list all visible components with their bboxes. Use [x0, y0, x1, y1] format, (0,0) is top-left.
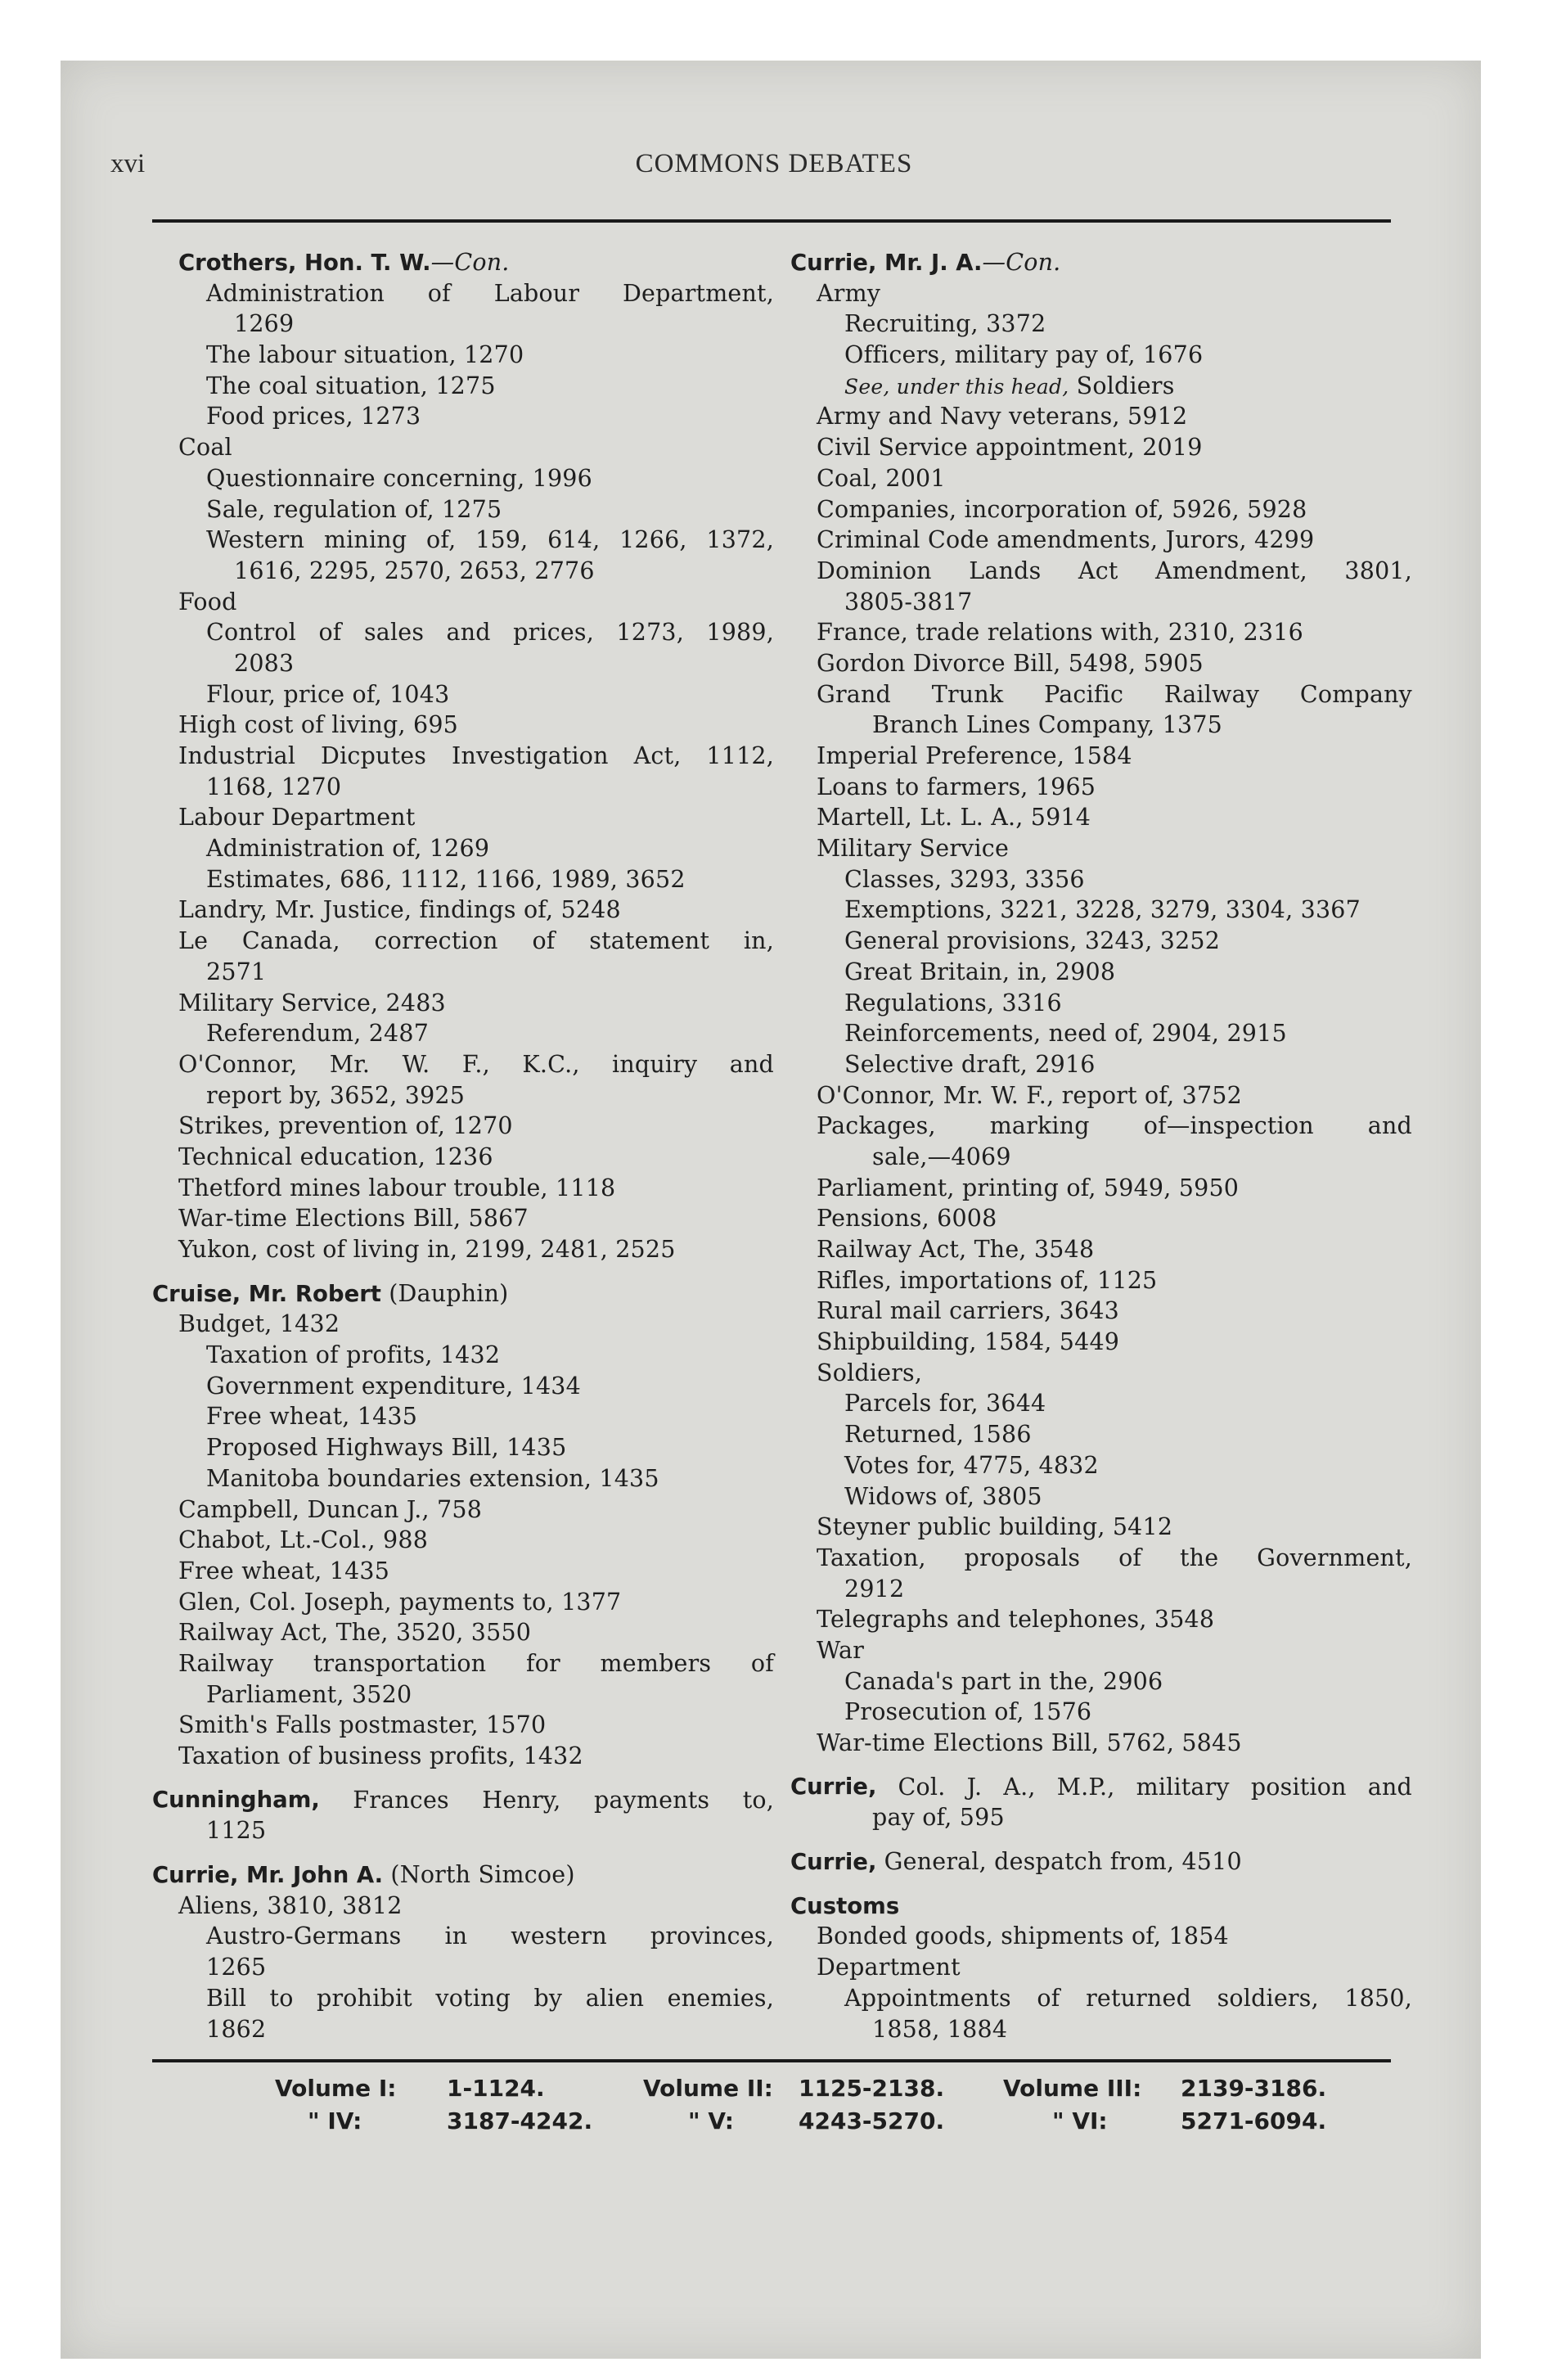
index-entry-word: Taxation,	[817, 1544, 926, 1571]
volume-range: 1-1124.	[447, 2075, 545, 2102]
index-entry: 3805-3817	[844, 588, 973, 615]
index-entry: Food prices, 1273	[206, 403, 421, 430]
index-entry: O'Connor, Mr. W. F., report of, 3752	[817, 1081, 1242, 1109]
cross-reference: See, under this head,	[844, 374, 1069, 399]
index-entry: Sale, regulation of, 1275	[206, 495, 502, 523]
index-entry: Returned, 1586	[844, 1421, 1032, 1449]
header-rule	[152, 219, 1391, 223]
volume-key-row	[152, 2105, 1363, 2138]
index-entry: 2571	[206, 958, 267, 985]
index-entry: Military Service, 2483	[178, 989, 446, 1016]
index-entry-word: W.	[402, 1050, 430, 1078]
index-entry: War	[817, 1636, 865, 1664]
index-entry-word: transportation	[313, 1649, 487, 1677]
index-column-left	[152, 247, 774, 2044]
index-entry: Free wheat, 1435	[206, 1403, 418, 1431]
volume-label: " VI:	[1052, 2107, 1108, 2134]
index-entry: Votes for, 4775, 4832	[844, 1451, 1099, 1479]
volume-range: 5271-6094.	[1181, 2107, 1327, 2134]
index-entry	[152, 1983, 774, 2014]
index-entry-word: of	[318, 619, 342, 647]
index-heading	[152, 1785, 774, 1816]
index-entry-word: of	[750, 1649, 774, 1677]
index-entry: Questionnaire concerning, 1996	[206, 464, 592, 492]
continued-marker: —Con.	[982, 249, 1061, 276]
index-entry-word: Mr.	[329, 1050, 371, 1078]
index-entry-word: alien	[585, 1984, 645, 2012]
index-entry: Department	[817, 1954, 961, 1981]
index-heading-name: Cunningham,	[152, 1786, 320, 1813]
index-entry: Labour Department	[178, 804, 416, 832]
index-heading-word: Col.	[898, 1773, 946, 1801]
index-entry: Yukon, cost of living in, 2199, 2481, 2525	[178, 1236, 676, 1263]
index-heading-word: M.P.,	[1056, 1773, 1115, 1801]
index-entry: 1616, 2295, 2570, 2653, 2776	[234, 557, 595, 584]
index-entry: Free wheat, 1435	[178, 1557, 390, 1584]
index-entry: War-time Elections Bill, 5762, 5845	[817, 1729, 1242, 1756]
index-entry: General provisions, 3243, 3252	[844, 927, 1221, 955]
index-entry	[152, 278, 774, 309]
index-heading-name: Cruise, Mr. Robert	[152, 1280, 381, 1307]
index-entry-word: of	[532, 927, 556, 955]
index-entry-word: Industrial	[178, 742, 296, 769]
index-entry	[790, 371, 1412, 402]
index-entry: sale,—4069	[872, 1143, 1011, 1170]
index-entry: Bonded goods, shipments of, 1854	[817, 1922, 1229, 1950]
index-entry: Coal	[178, 434, 232, 462]
index-entry-word: of	[1118, 1544, 1142, 1571]
index-heading-word: military	[1136, 1773, 1230, 1801]
index-entry: Recruiting, 3372	[844, 310, 1046, 338]
index-entry	[790, 679, 1412, 710]
index-entry-word: of	[427, 279, 451, 307]
index-entry: 2083	[234, 649, 295, 677]
index-entry	[152, 525, 774, 556]
index-heading-name: Currie, Mr. John A.	[152, 1862, 384, 1889]
index-entry-word: Le	[178, 927, 209, 955]
index-entry-word: Dicputes	[321, 742, 427, 769]
index-heading-word: Henry,	[482, 1786, 561, 1814]
index-entry-word: F.,	[461, 1050, 490, 1078]
index-entry: Steyner public building, 5412	[817, 1513, 1173, 1541]
index-heading	[790, 1846, 1412, 1877]
index-entry-word: Packages,	[817, 1112, 936, 1140]
index-heading-word: and	[1367, 1773, 1412, 1801]
index-entry-word: western	[511, 1922, 607, 1950]
index-entry: Canada's part in the, 2906	[844, 1667, 1163, 1695]
index-entry: report by, 3652, 3925	[206, 1081, 466, 1109]
index-entry: Parcels for, 3644	[844, 1390, 1046, 1418]
index-entry: Army	[817, 279, 881, 307]
index-entry: Estimates, 686, 1112, 1166, 1989, 3652	[206, 865, 686, 893]
index-entry-word: Act,	[633, 742, 682, 769]
volume-label: " IV:	[308, 2107, 362, 2134]
index-entry: Reinforcements, need of, 2904, 2915	[844, 1020, 1287, 1048]
index-entry: Flour, price of, 1043	[206, 680, 450, 708]
index-entry: 1265	[206, 1954, 267, 1981]
volume-range: 3187-4242.	[447, 2107, 593, 2134]
index-entry-word: by	[533, 1984, 563, 2012]
index-entry: Government expenditure, 1434	[206, 1372, 581, 1400]
volume-label: Volume II:	[643, 2075, 773, 2102]
index-entry-word: Dominion	[817, 557, 932, 584]
index-entry: Manitoba boundaries extension, 1435	[206, 1464, 659, 1492]
index-heading	[790, 247, 1412, 278]
index-entry-word: Western	[206, 526, 305, 554]
index-entry: 1858, 1884	[872, 2015, 1008, 2043]
continued-marker: —Con.	[430, 249, 510, 276]
index-entry-word: in	[444, 1922, 468, 1950]
index-entry: 1862	[206, 2015, 267, 2043]
index-entry: pay of, 595	[872, 1804, 1005, 1832]
index-entry-word: the	[1180, 1544, 1219, 1571]
index-entry: Widows of, 3805	[844, 1482, 1042, 1510]
index-entry: Civil Service appointment, 2019	[817, 434, 1203, 462]
index-entry: High cost of living, 695	[178, 711, 459, 739]
index-entry: Telegraphs and telephones, 3548	[817, 1606, 1215, 1634]
index-entry-word: Government,	[1257, 1544, 1412, 1571]
index-entry-word: Department,	[622, 279, 774, 307]
index-entry: Classes, 3293, 3356	[844, 865, 1085, 893]
index-heading-detail: (North Simcoe)	[383, 1861, 575, 1889]
index-heading-name: Currie,	[790, 1849, 877, 1876]
index-column-right	[790, 247, 1412, 2044]
index-entry: Food	[178, 588, 237, 615]
index-entry-word: mining	[323, 526, 407, 554]
index-entry: Budget, 1432	[178, 1310, 340, 1338]
index-entry-word: 1850,	[1344, 1984, 1412, 2012]
index-heading	[790, 1891, 1412, 1922]
index-entry-word: Amendment,	[1155, 557, 1307, 584]
index-entry: Pensions, 6008	[817, 1205, 997, 1233]
index-heading-name: Currie,	[790, 1773, 877, 1800]
index-entry: The coal situation, 1275	[206, 372, 496, 399]
index-entry-word: Company	[1299, 680, 1412, 708]
index-entry-word: 1273,	[616, 619, 684, 647]
index-entry-word: provinces,	[650, 1922, 774, 1950]
volume-label: " V:	[688, 2107, 734, 2134]
index-entry-word: enemies,	[667, 1984, 774, 2012]
index-entry-word: K.C.,	[522, 1050, 580, 1078]
index-heading-name: Customs	[790, 1892, 900, 1919]
index-entry	[790, 1543, 1412, 1574]
index-entry-word: Control	[206, 619, 297, 647]
volume-key	[152, 2072, 1363, 2138]
index-entry: Railway Act, The, 3520, 3550	[178, 1619, 532, 1647]
index-entry-word: marking	[989, 1112, 1090, 1140]
index-entry-word: Railway	[178, 1649, 274, 1677]
index-entry-word: 3801,	[1344, 557, 1412, 584]
index-entry: Criminal Code amendments, Jurors, 4299	[817, 526, 1315, 554]
index-entry	[790, 556, 1412, 587]
index-entry-word: Bill	[206, 1984, 247, 2012]
index-entry	[152, 1921, 774, 1952]
index-entry: Rifles, importations of, 1125	[817, 1266, 1158, 1294]
volume-label: Volume III:	[1003, 2075, 1142, 2102]
footer-rule	[152, 2059, 1391, 2062]
index-entry: Technical education, 1236	[178, 1143, 493, 1170]
index-heading-word: payments	[594, 1786, 710, 1814]
index-entry-word: soldiers,	[1217, 1984, 1319, 2012]
index-entry-word: 1112,	[706, 742, 774, 769]
index-entry-word: Austro-Germans	[206, 1922, 402, 1950]
index-entry-word: Lands	[969, 557, 1042, 584]
index-heading-word: Frances	[353, 1786, 449, 1814]
index-entry: Glen, Col. Joseph, payments to, 1377	[178, 1588, 622, 1616]
index-entry-word: O'Connor,	[178, 1050, 298, 1078]
index-heading-name: Crothers, Hon. T. W.	[178, 250, 431, 276]
index-entry-word: Administration	[206, 279, 385, 307]
index-entry	[790, 1983, 1412, 2014]
index-entry-word: Labour	[493, 279, 580, 307]
index-entry: War-time Elections Bill, 5867	[178, 1205, 529, 1233]
index-entry: Officers, military pay of, 1676	[844, 341, 1204, 369]
index-entry: Parliament, 3520	[206, 1680, 412, 1708]
index-heading-detail: (Dauphin)	[380, 1279, 509, 1307]
index-entry: Taxation of business profits, 1432	[178, 1742, 583, 1769]
index-heading-detail: General, despatch from, 4510	[876, 1848, 1242, 1876]
index-entry-word: 614,	[547, 526, 601, 554]
index-entry: France, trade relations with, 2310, 2316	[817, 619, 1303, 647]
index-entry-word: returned	[1086, 1984, 1192, 2012]
volume-range: 1125-2138.	[799, 2075, 945, 2102]
volume-label: Volume I:	[275, 2075, 397, 2102]
index-entry-word: 1989,	[706, 619, 774, 647]
page-number: xvi	[110, 149, 146, 178]
index-entry: Campbell, Duncan J., 758	[178, 1495, 483, 1523]
index-entry-word: of,	[426, 526, 457, 554]
index-entry-word: 159,	[475, 526, 529, 554]
index-entry: Martell, Lt. L. A., 5914	[817, 804, 1091, 832]
index-entry: Aliens, 3810, 3812	[178, 1891, 403, 1919]
index-entry: Exemptions, 3221, 3228, 3279, 3304, 3367	[844, 896, 1361, 924]
index-entry-text: Soldiers	[1069, 372, 1175, 399]
index-entry-word: Appointments	[844, 1984, 1011, 2012]
index-entry: Thetford mines labour trouble, 1118	[178, 1174, 616, 1201]
index-entry: Administration of, 1269	[206, 835, 490, 863]
index-entry-word: to	[269, 1984, 294, 2012]
index-entry: Taxation of profits, 1432	[206, 1341, 501, 1369]
index-heading	[152, 1859, 774, 1891]
index-entry-word: Railway	[1163, 680, 1260, 708]
index-entry-word: and	[1367, 1112, 1412, 1140]
index-entry: Companies, incorporation of, 5926, 5928	[817, 495, 1307, 523]
index-entry: Great Britain, in, 2908	[844, 958, 1116, 985]
index-entry-word: of—inspection	[1143, 1112, 1314, 1140]
running-head-title: COMMONS DEBATES	[635, 149, 913, 178]
volume-range: 2139-3186.	[1181, 2075, 1327, 2102]
index-entry: Imperial Preference, 1584	[817, 742, 1132, 769]
index-entry-word: prices,	[513, 619, 595, 647]
volume-range: 4243-5270.	[799, 2107, 945, 2134]
index-entry: Branch Lines Company, 1375	[872, 711, 1222, 739]
index-entry-word: Pacific	[1044, 680, 1124, 708]
index-entry: Loans to farmers, 1965	[817, 773, 1096, 800]
volume-key-row	[152, 2072, 1363, 2105]
index-entry-word: Investigation	[452, 742, 609, 769]
index-heading	[152, 247, 774, 278]
index-heading-word: A.,	[1003, 1773, 1036, 1801]
index-entry: Army and Navy veterans, 5912	[817, 403, 1188, 430]
index-heading-word: J.	[966, 1773, 983, 1801]
index-heading-word: position	[1250, 1773, 1347, 1801]
index-entry-word: correction	[374, 927, 498, 955]
index-entry: Military Service	[817, 835, 1010, 863]
index-entry-word: Trunk	[931, 680, 1004, 708]
index-entry: Prosecution of, 1576	[844, 1698, 1092, 1726]
index-entry-word: prohibit	[317, 1984, 412, 2012]
index-entry: Regulations, 3316	[844, 989, 1062, 1016]
index-entry-word: and	[729, 1050, 774, 1078]
index-entry-word: members	[600, 1649, 712, 1677]
index-heading	[790, 1772, 1412, 1803]
index-entry-word: statement	[589, 927, 710, 955]
index-entry	[790, 1111, 1412, 1142]
index-entry: Chabot, Lt.-Col., 988	[178, 1526, 429, 1554]
index-entry: Strikes, prevention of, 1270	[178, 1112, 513, 1140]
index-entry-word: for	[525, 1649, 560, 1677]
index-entry-word: inquiry	[612, 1050, 698, 1078]
index-entry-word: in,	[743, 927, 774, 955]
index-entry-word: voting	[435, 1984, 511, 2012]
index-entry-word: and	[446, 619, 491, 647]
index-entry: 1168, 1270	[206, 773, 342, 800]
index-entry	[152, 617, 774, 648]
index-entry-word: Canada,	[241, 927, 340, 955]
index-entry: Proposed Highways Bill, 1435	[206, 1434, 567, 1462]
index-entry	[152, 1648, 774, 1679]
index-entry: Railway Act, The, 3548	[817, 1236, 1095, 1263]
index-entry: Referendum, 2487	[206, 1020, 430, 1048]
index-entry	[152, 926, 774, 957]
index-entry: 2912	[844, 1575, 905, 1602]
index-entry	[152, 1049, 774, 1080]
index-entry: Smith's Falls postmaster, 1570	[178, 1711, 547, 1739]
index-heading-word: to,	[742, 1786, 774, 1814]
index-entry-word: Grand	[817, 680, 891, 708]
index-entry-word: 1372,	[706, 526, 774, 554]
index-entry	[152, 741, 774, 772]
index-entry-word: proposals	[964, 1544, 1081, 1571]
index-entry: Soldiers,	[817, 1359, 923, 1386]
index-entry: Selective draft, 2916	[844, 1050, 1096, 1078]
index-entry: Gordon Divorce Bill, 5498, 5905	[817, 649, 1204, 677]
index-entry: Rural mail carriers, 3643	[817, 1297, 1119, 1325]
index-heading-name: Currie, Mr. J. A.	[790, 250, 983, 276]
index-entry-word: Act	[1078, 557, 1118, 584]
index-entry-word: of	[1037, 1984, 1060, 2012]
index-entry: Shipbuilding, 1584, 5449	[817, 1328, 1120, 1356]
index-entry: 1269	[234, 310, 295, 338]
index-entry: Coal, 2001	[817, 464, 946, 492]
index-entry: 1125	[206, 1817, 267, 1845]
index-entry-word: 1266,	[619, 526, 687, 554]
index-entry: Landry, Mr. Justice, findings of, 5248	[178, 896, 621, 924]
index-heading	[152, 1278, 774, 1309]
index-entry: The labour situation, 1270	[206, 341, 524, 369]
index-entry: Parliament, printing of, 5949, 5950	[817, 1174, 1240, 1201]
index-entry-word: sales	[363, 619, 425, 647]
